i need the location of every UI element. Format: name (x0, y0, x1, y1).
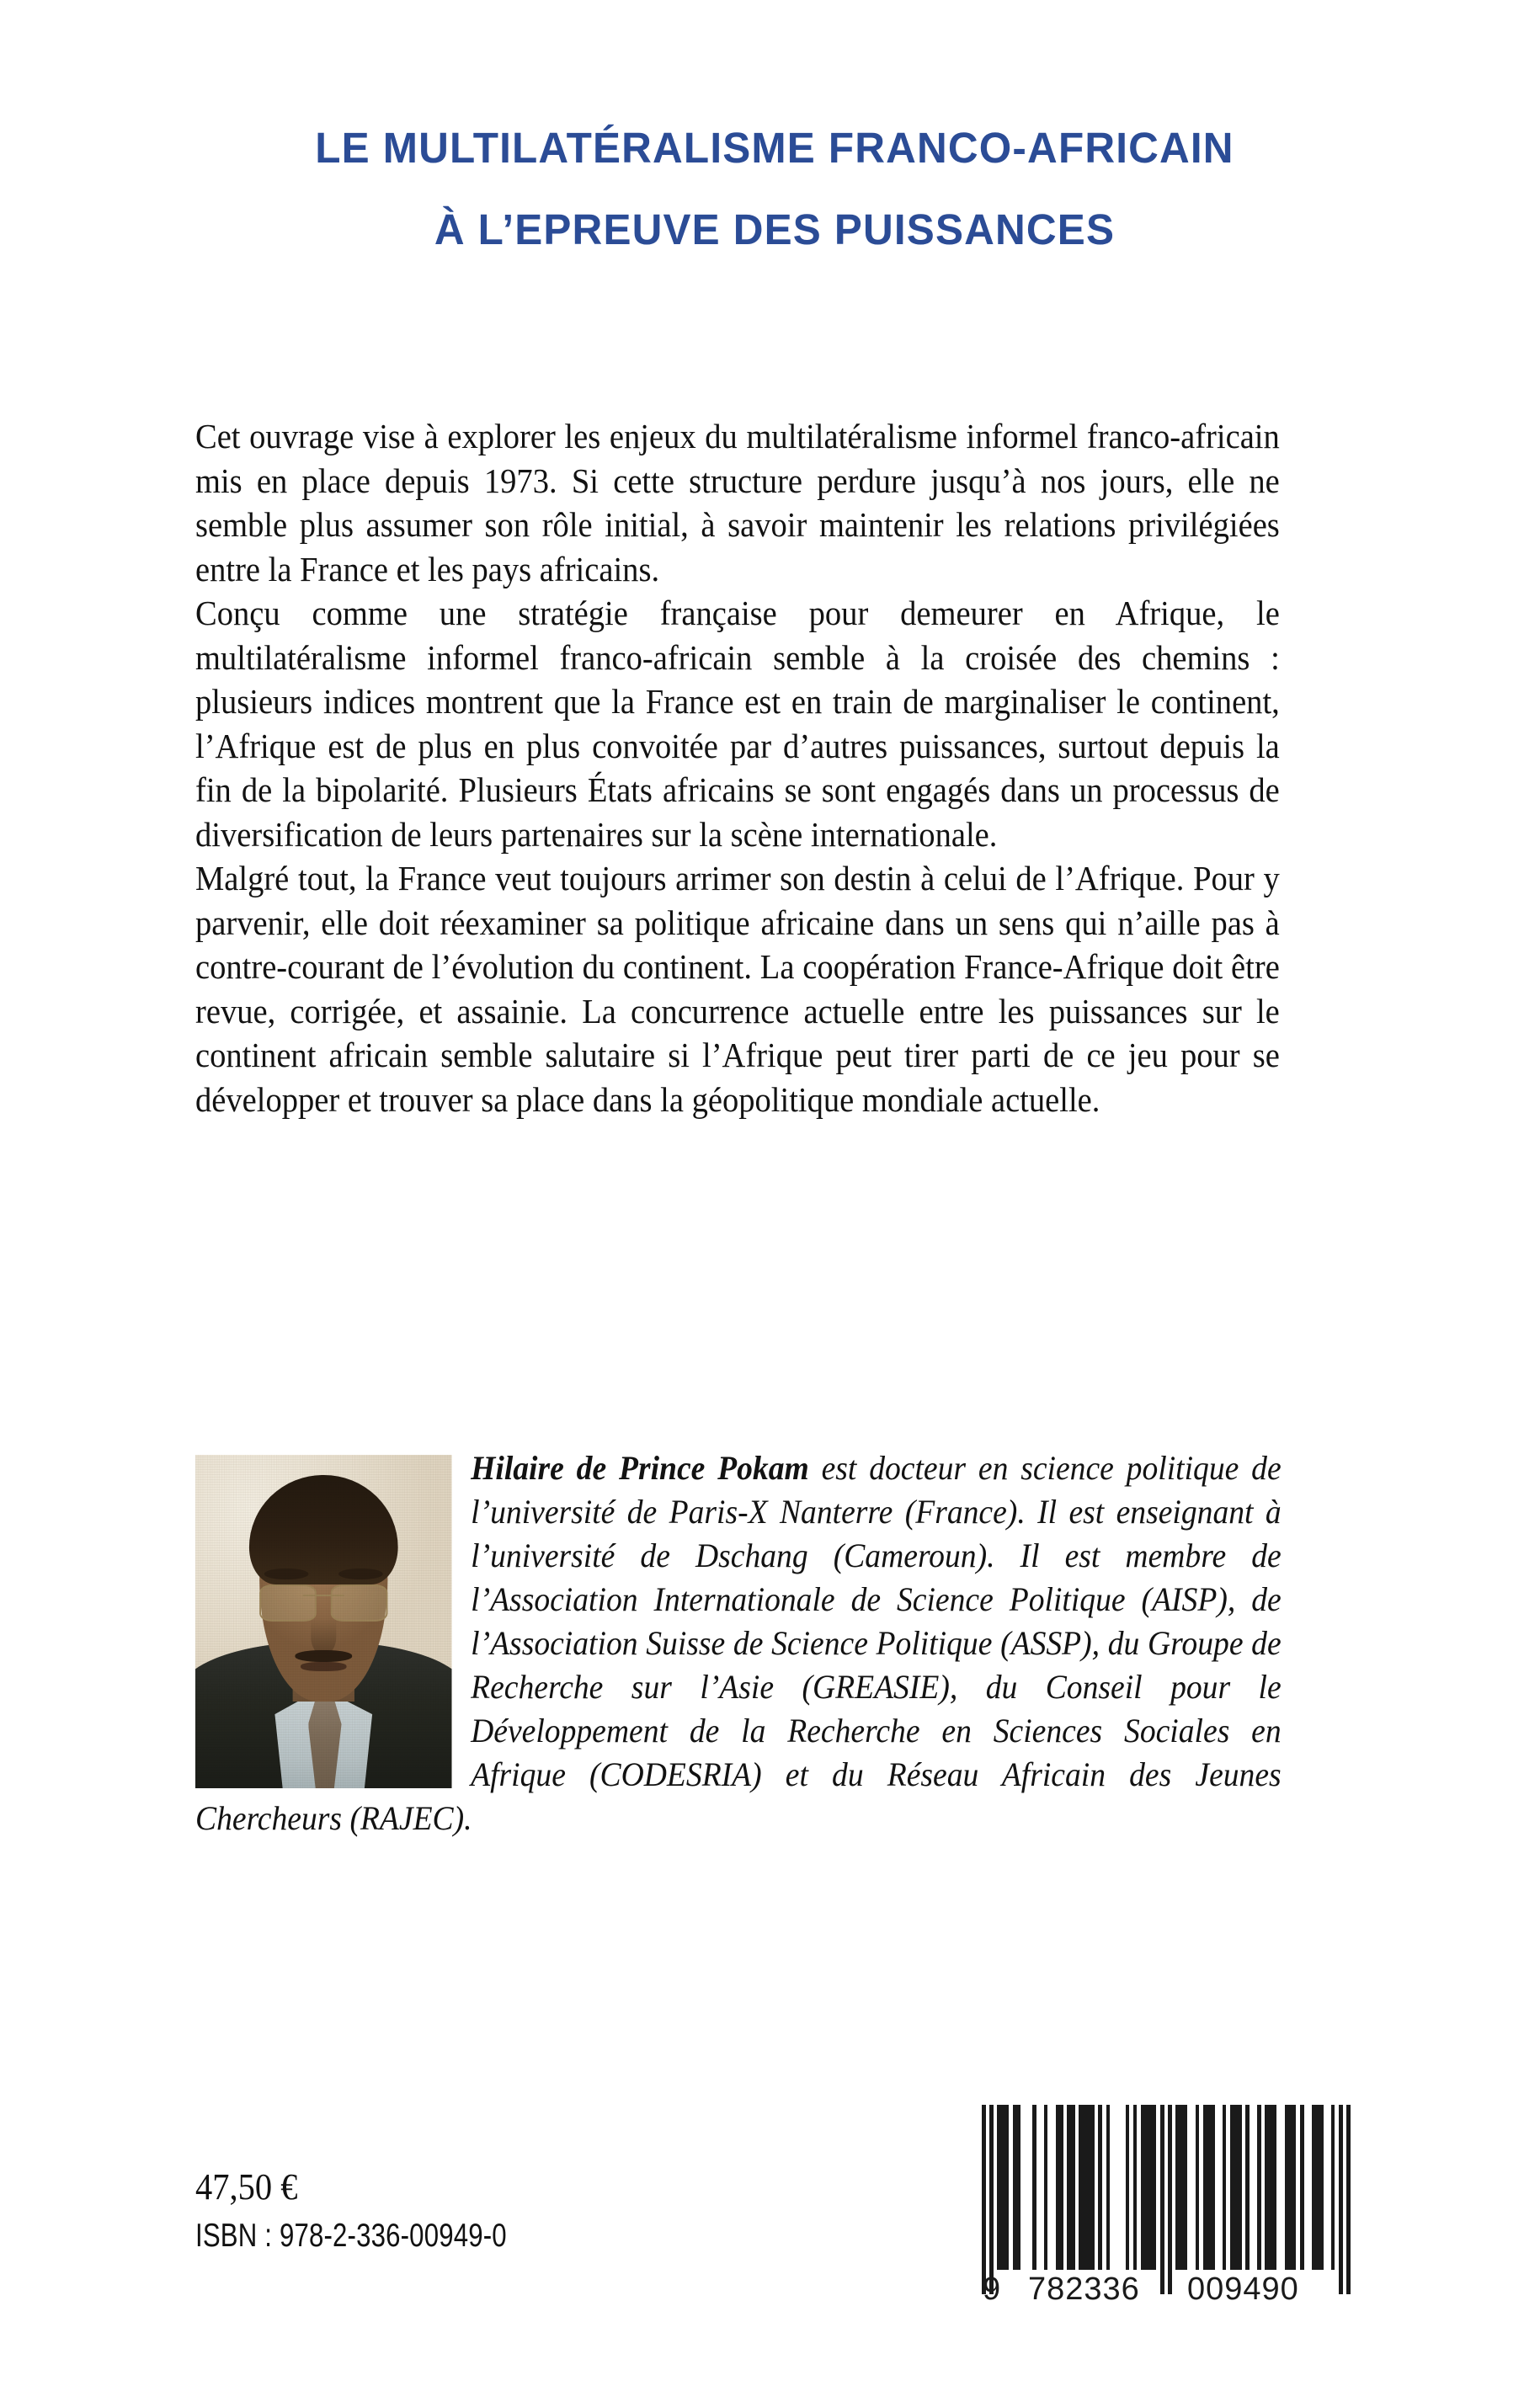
blurb-paragraph-2: Conçu comme une stratégie française pour demeurer en Afrique, le multilatéralisme informel franco-africain semble à la croisée des chemins : plusieurs indices montrent que la France est en train de marginaliser le continent, l’Afrique est de plus en plus convoitée par d’autres puissances, surtout depuis la fin de la bipolarité. Plusieurs États africains se sont engagés dans un processus de diversification de leurs partenaires sur la scène internationale. (195, 594, 1280, 854)
barcode-gap (1324, 2105, 1331, 2270)
title-line-1: LE MULTILATÉRALISME FRANCO-AFRICAIN (315, 124, 1234, 172)
blurb-text (195, 414, 1280, 1121)
author-photo (195, 1455, 452, 1788)
barcode-group-2: 009490 (1187, 2271, 1299, 2307)
barcode-gap (1250, 2105, 1257, 2270)
barcode-group-1: 782336 (1028, 2271, 1140, 2307)
ean13-barcode (982, 2105, 1351, 2305)
barcode-gap (1215, 2105, 1223, 2270)
title-line-2: À L’EPREUVE DES PUISSANCES (434, 205, 1116, 253)
barcode-bar (1346, 2105, 1351, 2294)
barcode-digits (982, 2271, 1351, 2305)
page-title (101, 126, 1448, 251)
barcode-gap (1047, 2105, 1055, 2270)
barcode-bar (1141, 2105, 1156, 2270)
author-bio-text: est docteur en science politique de l’université de Paris-X Nanterre (France). Il est enseignant à l’université de Dschang (Cameroun). Il est membre de l’Association Internationale de Science Politique (AISP), de l’Association Suisse de Science Politique (ASSP), du Groupe de Recherche sur l’Asie (GREASIE), du Conseil pour le Développement de la Recherche en Sciences Sociales en Afrique (CODESRIA) et du Réseau Africain des Jeunes Chercheurs (RAJEC). (195, 1449, 1282, 1837)
barcode-bar (1067, 2105, 1074, 2270)
barcode-bar (1265, 2105, 1276, 2270)
barcode-bar (997, 2105, 1009, 2270)
barcode-bar (1312, 2105, 1324, 2270)
barcode-bar (1175, 2105, 1187, 2270)
barcode-gap (1276, 2105, 1284, 2270)
barcode-gap (1036, 2105, 1044, 2270)
barcode-bar (1203, 2105, 1215, 2270)
author-name: Hilaire de Prince Pokam (471, 1449, 809, 1487)
barcode-bar (1230, 2105, 1242, 2270)
isbn-label: ISBN : 978-2-336-00949-0 (195, 2218, 507, 2254)
blurb-paragraph-1: Cet ouvrage vise à explorer les enjeux du multilatéralisme informel franco-africain mis en place depuis 1973. Si cette structure perdure jusqu’à nos jours, elle ne semble plus assumer son rôle initial, à savoir maintenir les relations privilégiées entre la France et les pays africains. (195, 417, 1280, 589)
price-label: 47,50 € (195, 2166, 298, 2208)
barcode-bar (1013, 2105, 1020, 2270)
barcode-bar (1285, 2105, 1297, 2270)
author-bio-block (195, 1446, 1282, 1840)
barcode-bar (1079, 2105, 1094, 2270)
barcode-gap (1304, 2105, 1312, 2270)
barcode-gap (1187, 2105, 1195, 2270)
barcode-left-digit: 9 (983, 2271, 1002, 2307)
photo-grain (195, 1455, 452, 1788)
barcode-gap (1020, 2105, 1032, 2270)
blurb-paragraph-3: Malgré tout, la France veut toujours arrimer son destin à celui de l’Afrique. Pour y parvenir, elle doit réexaminer sa politique africaine dans un sens qui n’aille pas à contre-courant de l’évolution du continent. La coopération France-Afrique doit être revue, corrigée, et assainie. La concurrence actuelle entre les puissances sur le continent africain semble salutaire si l’Afrique peut tirer parti de ce jeu pour se développer et trouver sa place dans la géopolitique mondiale actuelle. (195, 859, 1280, 1119)
barcode-gap (1110, 2105, 1125, 2270)
barcode-bar (1056, 2105, 1063, 2270)
